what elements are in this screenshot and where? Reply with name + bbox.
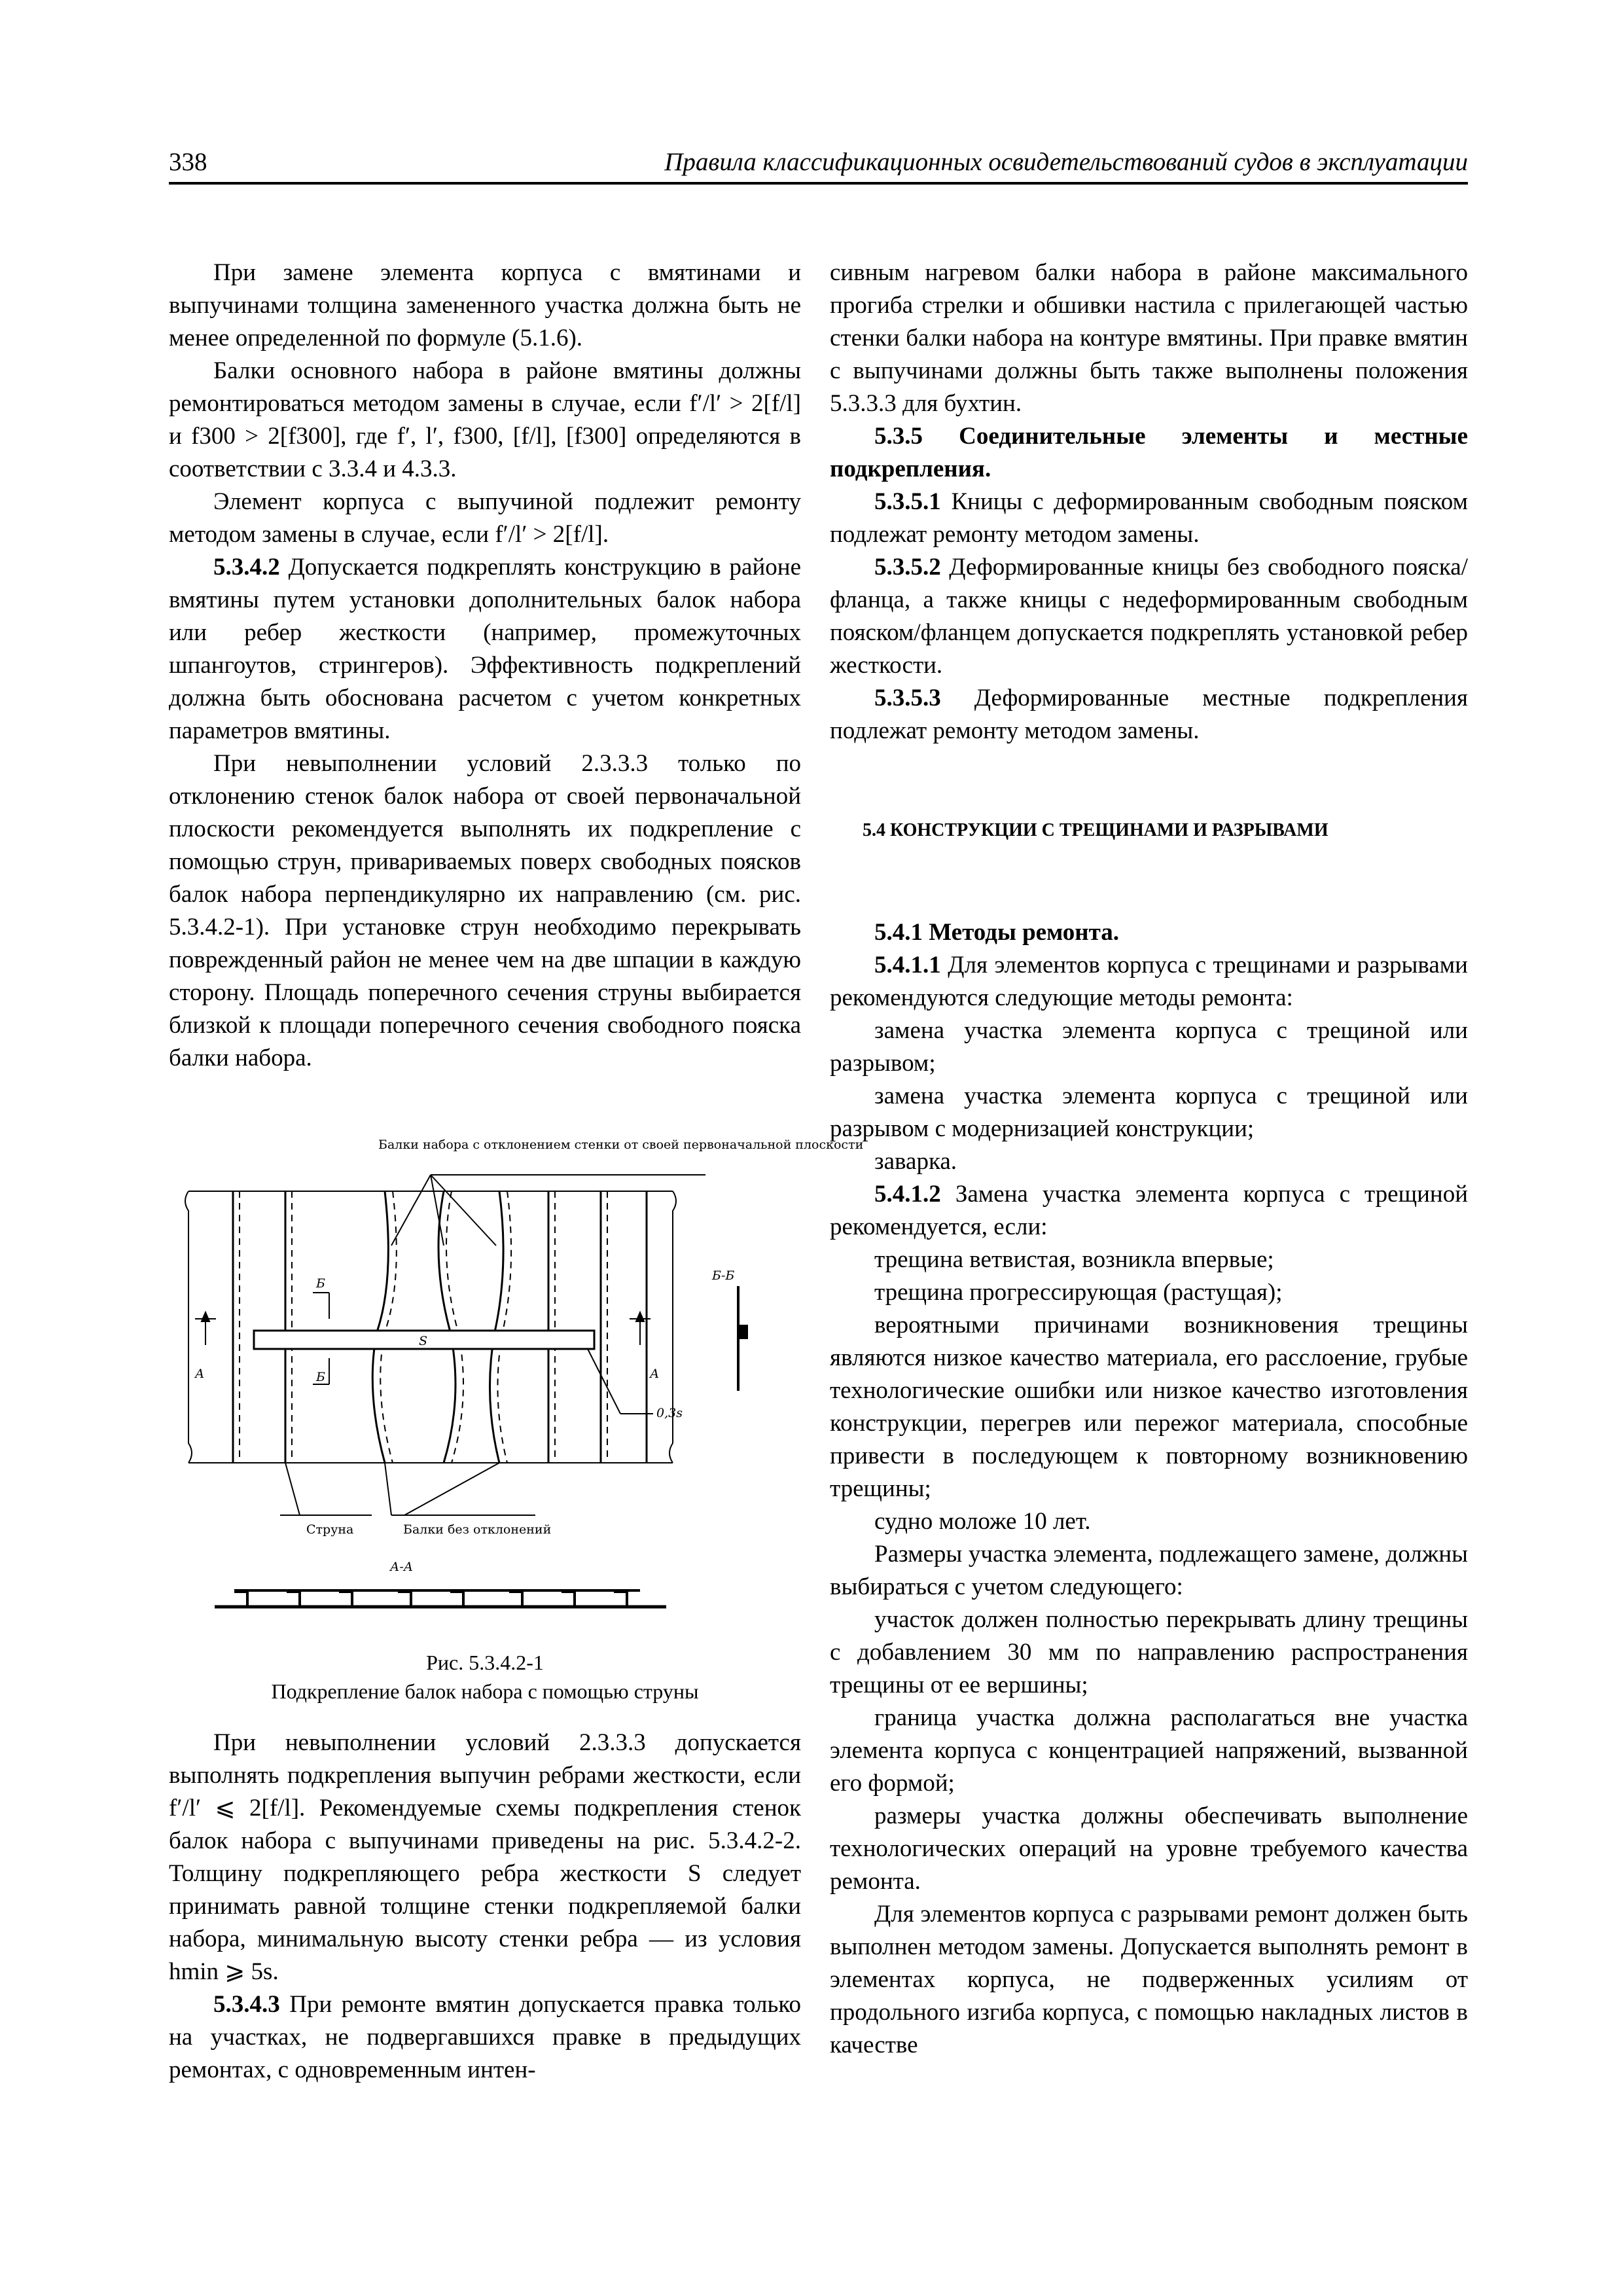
paragraph — [830, 949, 1468, 1014]
label-section-bb: Б-Б — [712, 1268, 735, 1283]
label-b-bottom: Б — [316, 1370, 325, 1384]
plate-edge-left — [185, 1191, 192, 1463]
paragraph-text: Деформированные местные подкрепления подлежат ремонту методом замены. — [830, 685, 1468, 744]
running-title: Правила классификационных освидетельствований судов в эксплуатации — [664, 148, 1468, 176]
figure-string-reinforcement — [169, 1116, 864, 1649]
paragraph: Балки основного набора в районе вмятины должны ремонтироваться методом замены в случае, если f′/l′ > 2[f/l] и f300 > 2[f300], где f′, l′, f300, [f/l], [f300] определяются в соответствии с 3.3.4 и 4.3.3. — [169, 357, 801, 482]
paragraph — [830, 486, 1468, 551]
label-deviated-beams: Балки набора с отклонением стенки от своей первоначальной плоскости — [378, 1138, 864, 1152]
paragraph-text: Для элементов корпуса с трещинами и разрывами рекомендуются следующие методы ремонта: — [830, 952, 1468, 1011]
figure-number: Рис. 5.3.4.2-1 — [426, 1651, 544, 1674]
paragraph — [169, 551, 801, 747]
label-a-right: А — [650, 1367, 660, 1381]
paragraph: Размеры участка элемента, подлежащего замене, должны выбираться с учетом следующего: — [830, 1541, 1468, 1600]
plate-edge-right — [669, 1191, 676, 1463]
label-03s: 0,3s — [656, 1406, 683, 1420]
page-number: 338 — [169, 148, 207, 176]
list-item: судно моложе 10 лет. — [874, 1508, 1091, 1535]
list-item: граница участка должна располагаться вне участка элемента корпуса с концентрацией напряжений, вызванной его формой; — [830, 1704, 1468, 1797]
label-section-aa: А-А — [390, 1560, 414, 1574]
figure-title: Подкрепление балок набора с помощью струны — [271, 1679, 699, 1703]
list-item: размеры участка должны обеспечивать выполнение технологических операций на уровне требуемого качества ремонта. — [830, 1803, 1468, 1895]
clause-number: 5.4.1.2 — [874, 1181, 941, 1208]
paragraph — [830, 551, 1468, 682]
clause-number: 5.3.5.3 — [874, 685, 941, 711]
paragraph-text: При ремонте вмятин допускается правка только на участках, не подвергавшихся правке в предыдущих ремонтах, с одновременным интен- — [169, 1991, 801, 2083]
leader-line — [391, 1175, 431, 1246]
paragraph: Элемент корпуса с выпучиной подлежит ремонту методом замены в случае, если f′/l′ > 2[f/l]. — [169, 488, 801, 548]
heading-5-3-5: 5.3.5 Соединительные элементы и местные подкрепления. — [830, 423, 1468, 482]
figure-caption — [169, 1648, 801, 1706]
paragraph-text: Деформированные кницы без свободного пояска/фланца, а также кницы с недеформированным свободным пояском/фланцем допускается подкреплять установкой ребер жесткости. — [830, 554, 1468, 679]
right-column — [830, 257, 1468, 747]
list-item: трещина прогрессирующая (растущая); — [874, 1279, 1283, 1306]
label-string: Струна — [306, 1522, 354, 1537]
paragraph-text: Замена участка элемента корпуса с трещиной рекомендуется, если: — [830, 1181, 1468, 1240]
right-column-lower — [830, 916, 1468, 2062]
paragraph — [169, 1988, 801, 2087]
label-b-top: Б — [316, 1276, 325, 1291]
leader-line — [431, 1175, 444, 1246]
list-item: трещина ветвистая, возникла впервые; — [874, 1246, 1274, 1273]
clause-number: 5.3.4.2 — [213, 554, 280, 581]
paragraph — [830, 1178, 1468, 1244]
clause-number: 5.4.1.1 — [874, 952, 941, 978]
page-header — [169, 143, 1468, 185]
paragraph-text: Кницы с деформированным свободным пояском подлежат ремонту методом замены. — [830, 488, 1468, 548]
list-item: вероятными причинами возникновения трещины являются низкое качество материала, его расслоение, грубые технологические ошибки или низкое качество изготовления конструкции, перегрев или пережог материала, способные привести в последующем к повторному возникновению трещины; — [830, 1312, 1468, 1502]
figure-drawing — [169, 1116, 864, 1649]
left-column — [169, 257, 801, 1075]
list-item: замена участка элемента корпуса с трещиной или разрывом с модернизацией конструкции; — [830, 1083, 1468, 1142]
heading-5-4-1: 5.4.1 Методы ремонта. — [874, 919, 1119, 946]
paragraph: При невыполнении условий 2.3.3.3 только по отклонению стенок балок набора от своей первоначальной плоскости рекомендуется выполнять их подкрепление с помощью струн, привариваемых поверх свободных поясков балок набора перпендикулярно их направлению (см. рис. 5.3.4.2-1). При установке струн необходимо перекрывать поврежденный район не менее чем на две шпации в каждую сторону. Площадь поперечного сечения струны выбирается близкой к площади поперечного сечения свободного пояска балки набора. — [169, 750, 801, 1071]
list-item: замена участка элемента корпуса с трещиной или разрывом; — [830, 1017, 1468, 1077]
label-beams-no-deviation: Балки без отклонений — [403, 1522, 552, 1537]
list-item: участок должен полностью перекрывать длину трещины с добавлением 30 мм по направлению распространения трещины от ее вершины; — [830, 1606, 1468, 1698]
section-heading-5-4: 5.4 КОНСТРУКЦИИ С ТРЕЩИНАМИ И РАЗРЫВАМИ — [863, 820, 1329, 840]
left-column-lower — [169, 1727, 801, 2087]
paragraph: При невыполнении условий 2.3.3.3 допускается выполнять подкрепления выпучин ребрами жесткости, если f′/l′ ⩽ 2[f/l]. Рекомендуемые схемы подкрепления стенок балок набора с выпучинами приведены на рис. 5.3.4.2-2. Толщину подкрепляющего ребра жесткости S следует принимать равной толщине стенки подкрепляемой балки набора, минимальную высоту стенки ребра — из условия hmin ⩾ 5s. — [169, 1729, 801, 1985]
label-s: S — [419, 1334, 428, 1348]
paragraph: сивным нагревом балки набора в районе максимального прогиба стрелки и обшивки настила с прилегающей частью стенки балки набора на контуре вмятины. При правке вмятин с выпучинами должны быть также выполнены положения 5.3.3.3 для бухтин. — [830, 259, 1468, 417]
paragraph — [830, 682, 1468, 747]
paragraph: Для элементов корпуса с разрывами ремонт должен быть выполнен методом замены. Допускается выполнять ремонт в элементах корпуса, не подверженных усилиям от продольного изгиба корпуса, с помощью накладных листов в качестве — [830, 1901, 1468, 2058]
label-a-left: А — [195, 1367, 205, 1381]
clause-number: 5.3.5.1 — [874, 488, 941, 515]
list-item: заварка. — [874, 1148, 957, 1175]
clause-number: 5.3.5.2 — [874, 554, 941, 581]
clause-number: 5.3.4.3 — [213, 1991, 280, 2018]
paragraph: При замене элемента корпуса с вмятинами и выпучинами толщина замененного участка должна быть не менее определенной по формуле (5.1.6). — [169, 259, 801, 351]
paragraph-text: Допускается подкреплять конструкцию в районе вмятины путем установки дополнительных балок набора или ребер жесткости (например, промежуточных шпангоутов, стрингеров). Эффективность подкреплений должна быть обоснована расчетом с учетом конкретных параметров вмятины. — [169, 554, 801, 744]
